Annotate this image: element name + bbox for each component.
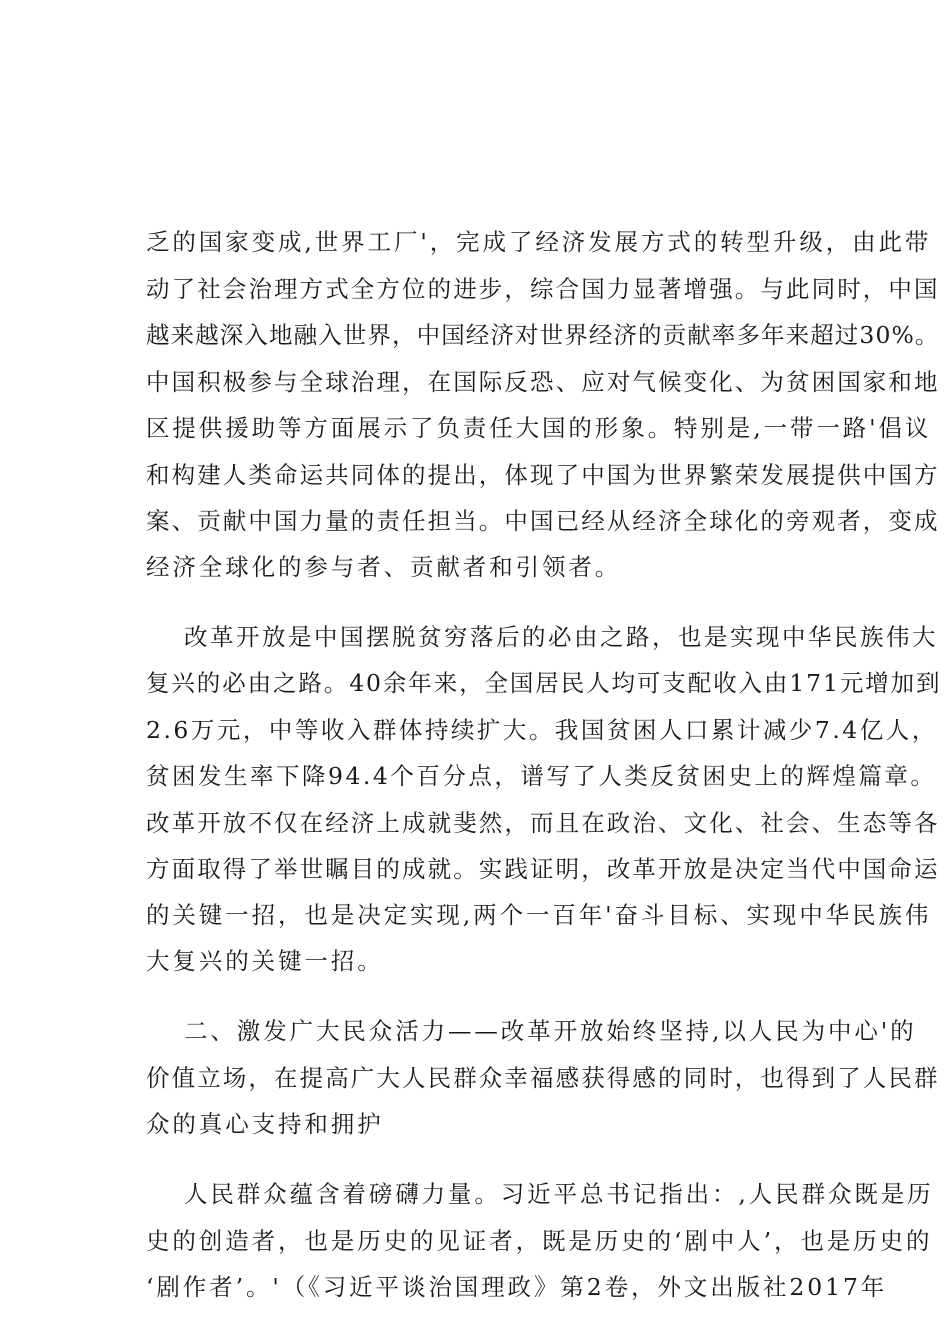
paragraph-line: 的关键一招，也是决定实现,两个一百年'奋斗目标、实现中华民族伟 (146, 901, 932, 929)
paragraph-line: 案、贡献中国力量的责任担当。中国已经从经济全球化的旁观者，变成 (146, 507, 940, 535)
paragraph-line: 方面取得了举世瞩目的成就。实践证明，改革开放是决定当代中国命运 (146, 855, 940, 883)
paragraph-line: 和构建人类命运共同体的提出，体现了中国为世界繁荣发展提供中国方 (146, 461, 940, 489)
paragraph-line: 改革开放是中国摆脱贫穷落后的必由之路，也是实现中华民族伟大 (184, 623, 938, 651)
paragraph-line: 中国积极参与全球治理，在国际反恐、应对气候变化、为贫困国家和地 (146, 368, 940, 396)
paragraph-line: 乏的国家变成,世界工厂'，完成了经济发展方式的转型升级，由此带 (146, 228, 932, 256)
paragraph-line: 越来越深入地融入世界，中国经济对世界经济的贡献率多年来超过30%。 (146, 321, 940, 349)
heading-line: 众的真心支持和拥护 (146, 1110, 384, 1138)
paragraph-line: 2.6万元，中等收入群体持续扩大。我国贫困人口累计减少7.4亿人， (146, 716, 938, 744)
paragraph-line: 贫困发生率下降94.4个百分点，谱写了人类反贫困史上的辉煌篇章。 (146, 762, 937, 790)
paragraph-line: 改革开放不仅在经济上成就斐然，而且在政治、文化、社会、生态等各 (146, 809, 940, 837)
paragraph-line: ‘剧作者’。'（《习近平谈治国理政》第2卷，外文出版社2017年 (146, 1273, 888, 1301)
paragraph-line: 复兴的必由之路。40余年来，全国居民人均可支配收入由171元增加到 (146, 669, 942, 697)
heading-line: 二、激发广大民众活力——改革开放始终坚持,以人民为中心'的 (184, 1017, 917, 1045)
heading-line: 价值立场，在提高广大人民群众幸福感获得感的同时，也得到了人民群 (146, 1064, 940, 1092)
paragraph-line: 经济全球化的参与者、贡献者和引领者。 (146, 553, 622, 581)
paragraph-line: 人民群众蕴含着磅礴力量。习近平总书记指出：,人民群众既是历 (184, 1180, 934, 1208)
paragraph-line: 史的创造者，也是历史的见证者，既是历史的‘剧中人’，也是历史的 (146, 1227, 933, 1255)
paragraph-line: 区提供援助等方面展示了负责任大国的形象。特别是,一带一路'倡议 (146, 414, 932, 442)
paragraph-line: 大复兴的关键一招。 (146, 947, 384, 975)
paragraph-line: 动了社会治理方式全方位的进步，综合国力显著增强。与此同时，中国 (146, 275, 940, 303)
